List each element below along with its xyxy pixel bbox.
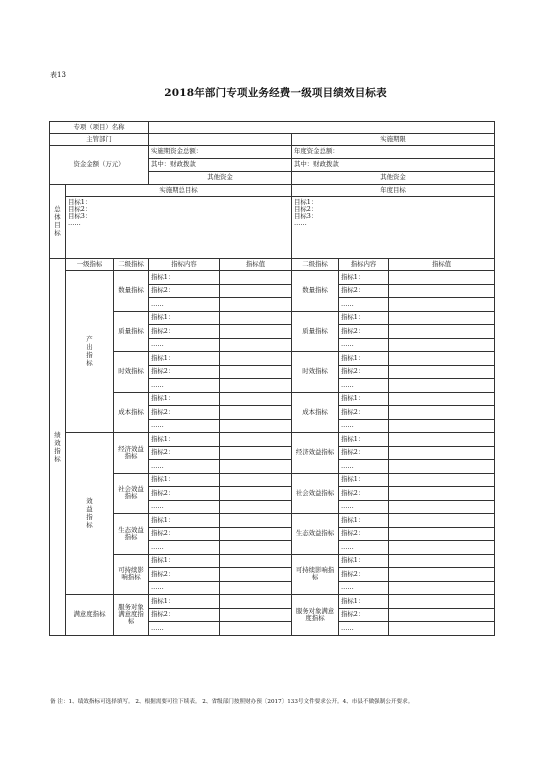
dept-value[interactable] bbox=[149, 134, 292, 146]
indicator-content-right[interactable]: 指标2： bbox=[339, 284, 389, 298]
sub-indicator-label: 成本指标 bbox=[114, 392, 149, 433]
indicator-value-right[interactable] bbox=[389, 365, 495, 379]
indicator-content[interactable]: 指标2： bbox=[149, 325, 220, 339]
year-fiscal-label: 其中：财政拨款 bbox=[292, 159, 495, 172]
output-indicator-label: 产出指标 bbox=[66, 271, 114, 433]
indicator-row bbox=[50, 352, 495, 366]
indicator-content[interactable]: 指标1： bbox=[149, 554, 220, 568]
indicator-value[interactable] bbox=[220, 527, 292, 541]
indicator-content[interactable]: 指标1： bbox=[149, 311, 220, 325]
indicator-value[interactable] bbox=[220, 433, 292, 447]
indicator-value[interactable] bbox=[220, 298, 292, 312]
indicator-content-right[interactable]: 指标2： bbox=[339, 487, 389, 501]
table-body bbox=[50, 122, 495, 636]
indicator-content[interactable]: 指标2： bbox=[149, 608, 220, 622]
indicator-value-right[interactable] bbox=[389, 608, 495, 622]
year-goals[interactable]: 目标1： 目标2： 目标3： …… bbox=[292, 197, 495, 259]
indicator-value[interactable] bbox=[220, 392, 292, 406]
indicator-content-right[interactable]: …… bbox=[339, 500, 389, 514]
lvl2-header: 二级指标 bbox=[114, 259, 149, 271]
dept-label: 主管部门 bbox=[50, 134, 149, 146]
indicator-value[interactable] bbox=[220, 568, 292, 582]
indicator-value-right[interactable] bbox=[389, 460, 495, 474]
indicator-content[interactable]: 指标2： bbox=[149, 365, 220, 379]
sub-indicator-label-right: 经济效益指标 bbox=[292, 433, 339, 474]
dept-row bbox=[50, 134, 495, 146]
indicator-content-right[interactable]: 指标1： bbox=[339, 271, 389, 285]
lvl1-header: 一级指标 bbox=[66, 259, 114, 271]
indicator-content-right[interactable]: 指标2： bbox=[339, 527, 389, 541]
funds-row-1 bbox=[50, 146, 495, 159]
indicator-content[interactable]: 指标2： bbox=[149, 568, 220, 582]
indicator-value-right[interactable] bbox=[389, 568, 495, 582]
sub-indicator-label-right: 社会效益指标 bbox=[292, 473, 339, 514]
value-header-right: 指标值 bbox=[389, 259, 495, 271]
indicator-content-right[interactable]: 指标1： bbox=[339, 473, 389, 487]
indicator-content[interactable]: …… bbox=[149, 298, 220, 312]
indicator-content-right[interactable]: 指标1： bbox=[339, 433, 389, 447]
indicator-value-right[interactable] bbox=[389, 500, 495, 514]
indicator-value-right[interactable] bbox=[389, 419, 495, 433]
indicator-row bbox=[50, 554, 495, 568]
indicator-content[interactable]: 指标1： bbox=[149, 352, 220, 366]
value-header: 指标值 bbox=[220, 259, 292, 271]
performance-goal-table bbox=[49, 121, 495, 636]
period-fiscal-label: 其中：财政拨款 bbox=[149, 159, 292, 172]
indicator-content[interactable]: …… bbox=[149, 460, 220, 474]
indicator-value-right[interactable] bbox=[389, 325, 495, 339]
indicator-value-right[interactable] bbox=[389, 298, 495, 312]
table-number: 表13 bbox=[50, 71, 66, 79]
year-other-label: 其他资金 bbox=[292, 172, 495, 185]
indicator-value-right[interactable] bbox=[389, 581, 495, 595]
satisfaction-indicator-label: 满意度指标 bbox=[66, 595, 114, 636]
indicator-value[interactable] bbox=[220, 311, 292, 325]
indicator-content-right[interactable]: 指标2： bbox=[339, 446, 389, 460]
indicator-content-right[interactable]: 指标2： bbox=[339, 325, 389, 339]
indicator-value[interactable] bbox=[220, 419, 292, 433]
project-name-value[interactable] bbox=[149, 122, 495, 134]
indicator-value[interactable] bbox=[220, 581, 292, 595]
indicator-value-right[interactable] bbox=[389, 271, 495, 285]
indicator-content[interactable]: 指标1： bbox=[149, 392, 220, 406]
indicator-row bbox=[50, 595, 495, 609]
indicator-content[interactable]: 指标1： bbox=[149, 473, 220, 487]
indicator-value-right[interactable] bbox=[389, 487, 495, 501]
indicator-value-right[interactable] bbox=[389, 554, 495, 568]
indicator-content[interactable]: …… bbox=[149, 500, 220, 514]
overall-goal-label: 总体目标 bbox=[50, 185, 66, 259]
indicator-value[interactable] bbox=[220, 460, 292, 474]
indicator-content-right[interactable]: 指标2： bbox=[339, 568, 389, 582]
indicator-content-right[interactable]: 指标1： bbox=[339, 352, 389, 366]
sub-indicator-label-right: 生态效益指标 bbox=[292, 514, 339, 555]
benefit-indicator-label: 效益指标 bbox=[66, 433, 114, 595]
indicator-content-right[interactable]: 指标1： bbox=[339, 514, 389, 528]
indicator-content[interactable]: 指标1： bbox=[149, 271, 220, 285]
indicator-value-right[interactable] bbox=[389, 338, 495, 352]
indicator-content-right[interactable]: …… bbox=[339, 460, 389, 474]
indicator-value-right[interactable] bbox=[389, 311, 495, 325]
indicator-value[interactable] bbox=[220, 338, 292, 352]
page-title: 2018年部门专项业务经费一级项目绩效目标表 bbox=[164, 87, 387, 99]
indicator-row bbox=[50, 271, 495, 285]
year-total-label: 年度资金总额： bbox=[292, 146, 495, 159]
indicator-content[interactable]: …… bbox=[149, 622, 220, 636]
goal-body-row bbox=[50, 197, 495, 259]
funds-label: 资金金额（万元） bbox=[50, 146, 149, 185]
year-goal-header: 年度目标 bbox=[292, 185, 495, 197]
sub-indicator-label: 服务对象满意度指标 bbox=[114, 595, 149, 636]
indicator-content-right[interactable]: 指标2： bbox=[339, 608, 389, 622]
indicator-content-right[interactable]: 指标2： bbox=[339, 406, 389, 420]
indicator-value[interactable] bbox=[220, 514, 292, 528]
sub-indicator-label-right: 可持续影响指标 bbox=[292, 554, 339, 595]
indicator-content[interactable]: …… bbox=[149, 541, 220, 555]
indicator-value[interactable] bbox=[220, 365, 292, 379]
indicator-content[interactable]: 指标2： bbox=[149, 284, 220, 298]
indicator-content[interactable]: 指标2： bbox=[149, 446, 220, 460]
indicator-content[interactable]: …… bbox=[149, 581, 220, 595]
indicator-value-right[interactable] bbox=[389, 392, 495, 406]
indicator-content-right[interactable]: …… bbox=[339, 541, 389, 555]
indicator-value-right[interactable] bbox=[389, 595, 495, 609]
indicator-value-right[interactable] bbox=[389, 284, 495, 298]
indicator-value-right[interactable] bbox=[389, 541, 495, 555]
indicator-content[interactable]: 指标1： bbox=[149, 514, 220, 528]
indicator-value-right[interactable] bbox=[389, 379, 495, 393]
sub-indicator-label: 社会效益指标 bbox=[114, 473, 149, 514]
indicator-row bbox=[50, 311, 495, 325]
indicator-value[interactable] bbox=[220, 284, 292, 298]
indicator-value-right[interactable] bbox=[389, 622, 495, 636]
period-total-label: 实施期资金总额： bbox=[149, 146, 292, 159]
indicator-content-right[interactable]: …… bbox=[339, 419, 389, 433]
indicator-content-right[interactable]: 指标1： bbox=[339, 392, 389, 406]
indicator-row bbox=[50, 433, 495, 447]
indicator-content-right[interactable]: …… bbox=[339, 622, 389, 636]
indicator-value[interactable] bbox=[220, 487, 292, 501]
indicator-content[interactable]: …… bbox=[149, 419, 220, 433]
sub-indicator-label: 时效指标 bbox=[114, 352, 149, 393]
indicator-content-right[interactable]: 指标2： bbox=[339, 365, 389, 379]
indicator-content[interactable]: 指标1： bbox=[149, 433, 220, 447]
content-header: 指标内容 bbox=[149, 259, 220, 271]
goal-header-row bbox=[50, 185, 495, 197]
period-other-label: 其他资金 bbox=[149, 172, 292, 185]
indicator-content[interactable]: 指标2： bbox=[149, 487, 220, 501]
sub-indicator-label-right: 时效指标 bbox=[292, 352, 339, 393]
sub-indicator-label: 生态效益指标 bbox=[114, 514, 149, 555]
indicator-value-right[interactable] bbox=[389, 514, 495, 528]
indicator-row bbox=[50, 473, 495, 487]
lvl2-header-right: 二级指标 bbox=[292, 259, 339, 271]
sub-indicator-label: 可持续影响指标 bbox=[114, 554, 149, 595]
indicator-value[interactable] bbox=[220, 554, 292, 568]
indicator-value[interactable] bbox=[220, 541, 292, 555]
content-header-right: 指标内容 bbox=[339, 259, 389, 271]
indicator-row bbox=[50, 392, 495, 406]
indicator-content[interactable]: …… bbox=[149, 338, 220, 352]
footnote: 备 注：1、绩效指标可选择填写。 2、根据需要可往下续表。 2、省级部门按照财办预〔2017〕133号文件要求公开。4、市县不做强制公开要求。 bbox=[50, 699, 414, 705]
indicator-value[interactable] bbox=[220, 608, 292, 622]
sub-indicator-label-right: 数量指标 bbox=[292, 271, 339, 312]
indicator-content-right[interactable]: …… bbox=[339, 581, 389, 595]
indicator-content-right[interactable]: 指标1： bbox=[339, 554, 389, 568]
period-goal-header: 实施期总目标 bbox=[66, 185, 292, 197]
indicator-value[interactable] bbox=[220, 473, 292, 487]
indicator-value[interactable] bbox=[220, 406, 292, 420]
indicator-value[interactable] bbox=[220, 446, 292, 460]
indicator-value[interactable] bbox=[220, 352, 292, 366]
indicator-header-row bbox=[50, 259, 495, 271]
indicator-value[interactable] bbox=[220, 271, 292, 285]
indicator-value-right[interactable] bbox=[389, 527, 495, 541]
indicator-value[interactable] bbox=[220, 595, 292, 609]
sub-indicator-label: 质量指标 bbox=[114, 311, 149, 352]
indicator-value-right[interactable] bbox=[389, 446, 495, 460]
indicator-content-right[interactable]: 指标1： bbox=[339, 595, 389, 609]
sub-indicator-label-right: 质量指标 bbox=[292, 311, 339, 352]
indicator-value[interactable] bbox=[220, 325, 292, 339]
indicator-value-right[interactable] bbox=[389, 406, 495, 420]
indicator-value-right[interactable] bbox=[389, 352, 495, 366]
indicator-value[interactable] bbox=[220, 379, 292, 393]
period-goals[interactable]: 目标1： 目标2： 目标3： …… bbox=[66, 197, 292, 259]
indicator-value[interactable] bbox=[220, 500, 292, 514]
indicator-content[interactable]: 指标1： bbox=[149, 595, 220, 609]
indicator-content[interactable]: 指标2： bbox=[149, 406, 220, 420]
indicator-content-right[interactable]: 指标1： bbox=[339, 311, 389, 325]
indicator-value[interactable] bbox=[220, 622, 292, 636]
indicator-content-right[interactable]: …… bbox=[339, 379, 389, 393]
sub-indicator-label: 数量指标 bbox=[114, 271, 149, 312]
perf-indicator-label: 绩效指标 bbox=[50, 259, 66, 636]
indicator-value-right[interactable] bbox=[389, 473, 495, 487]
project-name-row bbox=[50, 122, 495, 134]
indicator-value-right[interactable] bbox=[389, 433, 495, 447]
indicator-row bbox=[50, 514, 495, 528]
indicator-content[interactable]: 指标2： bbox=[149, 527, 220, 541]
indicator-content-right[interactable]: …… bbox=[339, 298, 389, 312]
period-label: 实施期限 bbox=[292, 134, 495, 146]
indicator-content-right[interactable]: …… bbox=[339, 338, 389, 352]
indicator-content[interactable]: …… bbox=[149, 379, 220, 393]
sub-indicator-label: 经济效益指标 bbox=[114, 433, 149, 474]
project-name-label: 专项（项目）名称 bbox=[50, 122, 149, 134]
sub-indicator-label-right: 服务对象满意度指标 bbox=[292, 595, 339, 636]
sub-indicator-label-right: 成本指标 bbox=[292, 392, 339, 433]
